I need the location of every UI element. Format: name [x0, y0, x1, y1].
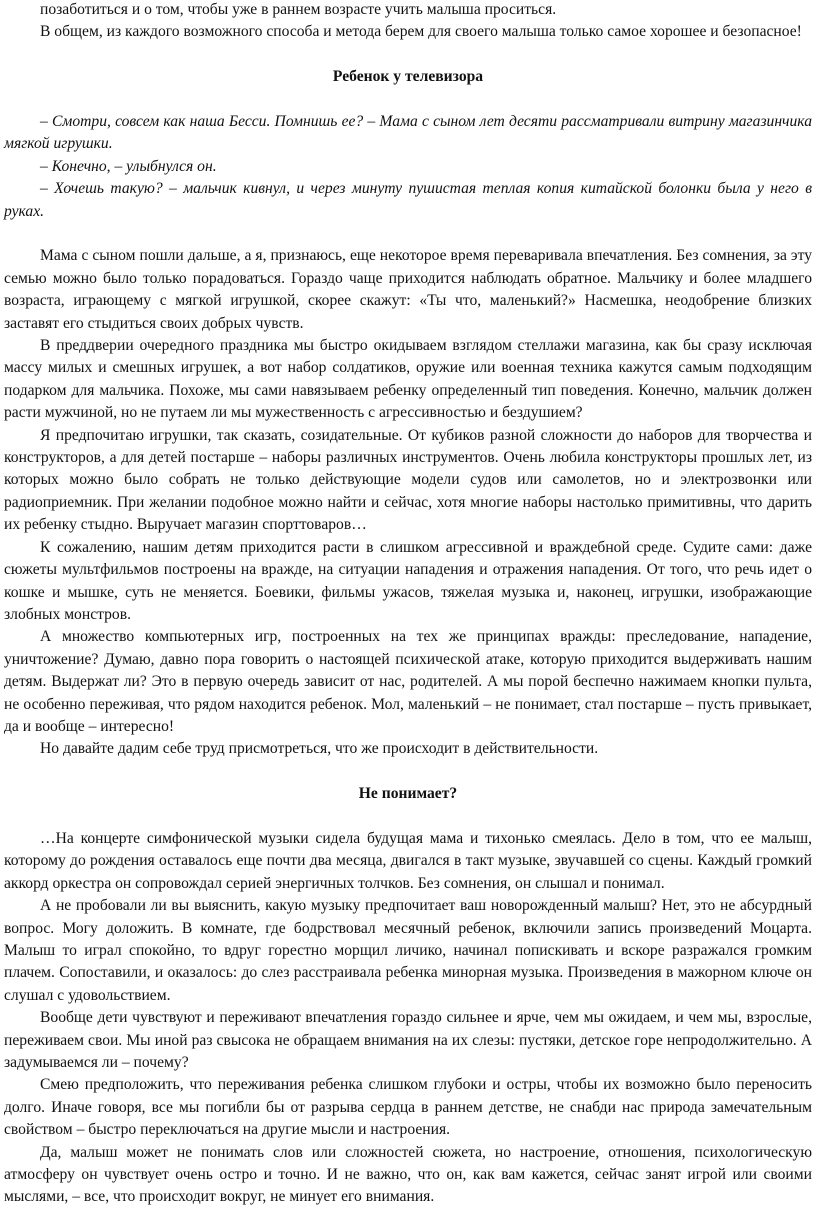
spacer [4, 761, 812, 783]
intro-paragraph: В общем, из каждого возможного способа и метода берем для своего малыша только самое хорошее и безопасное! [40, 23, 802, 41]
spacer [4, 223, 812, 245]
dialogue-line: – Хочешь такую? – мальчик кивнул, и через минуту пушистая теплая копия китайской болонки была у него в руках. [4, 180, 812, 220]
body-paragraph: В преддверии очередного праздника мы быстро окидываем взглядом стеллажи магазина, как бы сразу исключая массу милых и смешных игрушек, а вот набор солдатиков, оружие или военная техника кажутся самым подходящим подарком для мальчика. Похоже, мы сами навязываем ребенку определенный тип поведения. Конечно, мальчик должен расти мужчиной, но не путаем ли мы мужественность с агрессивностью и бездушием? [4, 337, 812, 422]
body-paragraph: Вообще дети чувствуют и переживают впечатления гораздо сильнее и ярче, чем мы ожидаем, и чем мы, взрослые, переживаем свои. Мы иной раз свысока не обращаем внимания на их слезы: пустяки, детское горе непродолжительно. А задумываемся ли – почему? [4, 1009, 812, 1072]
spacer [4, 89, 812, 111]
dialogue-line: – Конечно, – улыбнулся он. [40, 157, 217, 175]
body-paragraph: К сожалению, нашим детям приходится расти в слишком агрессивной и враждебной среде. Судите сами: даже сюжеты мультфильмов построены на вражде, на ситуации нападения и отражения нападения. От того, что речь идет о кошке и мышке, суть не меняется. Боевики, фильмы ужасов, тяжелая музыка и, наконец, игрушки, изображающие злобных монстров. [4, 538, 812, 623]
spacer [4, 44, 812, 66]
top-fragment: позаботиться и о том, чтобы уже в раннем возрасте учить малыша проситься. [40, 1, 557, 18]
body-paragraph: Да, малыш может не понимать слов или сложностей сюжета, но настроение, отношения, психологическую атмосферу он чувствует очень остро и точно. И не важно, что он, как вам кажется, сейчас занят игрой или своими мыслями, – все, что происходит вокруг, не минует его внимания. [4, 1143, 812, 1206]
section-1-title: Ребенок у телевизора [332, 68, 484, 86]
body-paragraph: Я предпочитаю игрушки, так сказать, созидательные. От кубиков разной сложности до наборов для творчества и конструкторов, а для детей постарше – наборы различных инструментов. Очень любила конструкторы прошлых лет, из которых можно было собрать не только действующие модели судов или самолетов, но и электрозвонки или радиоприемник. При желании подобное можно найти и сейчас, хотя многие наборы настолько примитивны, что дарить их ребенку стыдно. Выручает магазин спорттоваров… [4, 426, 812, 534]
section-2-title: Не понимает? [358, 785, 458, 803]
body-paragraph: А не пробовали ли вы выяснить, какую музыку предпочитает ваш новорожденный малыш? Нет, это не абсурдный вопрос. Могу доложить. В комнате, где бодрствовал месячный ребенок, включили запись произведений Моцарта. Малыш то играл спокойно, то вдруг горестно морщил личико, начинал попискивать и вскоре разражался громким плачем. Сопоставили, и оказалось: до слез расстраивала ребенка минорная музыка. Произведения в мажорном ключе он слушал с удовольствием. [4, 897, 812, 1004]
body-paragraph: …На концерте симфонической музыки сидела будущая мама и тихонько смеялась. Дело в том, что ее малыш, которому до рождения оставалось еще почти два месяца, двигался в такт музыке, звучавшей со сцены. Каждый громкий аккорд оркестра он сопровождал серией энергичных толчков. Без сомнения, он слышал и понимал. [4, 829, 812, 892]
body-paragraph: Мама с сыном пошли дальше, а я, признаюсь, еще некоторое время переваривала впечатления. Без сомнения, за эту семью можно было только порадоваться. Гораздо чаще приходится наблюдать обратное. Мальчику и более младшего возраста, играющему с мягкой игрушкой, скорее скажут: «Ты что, маленький?» Насмешка, неодобрение близких заставят его стыдиться своих добрых чувств. [4, 247, 812, 332]
body-paragraph: Но давайте дадим себе труд присмотреться, что же происходит в действительности. [40, 740, 599, 758]
spacer [4, 806, 812, 828]
body-paragraph: Смею предположить, что переживания ребенка слишком глубоки и остры, чтобы их возможно было переносить долго. Иначе говоря, все мы погибли бы от разрыва сердца в раннем детстве, не снабди нас природа замечательным свойством – быстро переключаться на другие мысли и настроения. [4, 1076, 812, 1139]
dialogue-line: – Смотри, совсем как наша Бесси. Помнишь ее? – Мама с сыном лет десяти рассматривали витрину магазинчика мягкой игрушки. [4, 113, 812, 153]
body-paragraph: А множество компьютерных игр, построенных на тех же принципах вражды: преследование, нападение, уничтожение? Думаю, давно пора говорить о настоящей психической атаке, которую приходится выдерживать нашим детям. Выдержат ли? Это в первую очередь зависит от нас, родителей. А мы порой беспечно нажимаем кнопки пульта, не особенно переживая, что рядом находится ребенок. Мол, маленький – не понимает, стал постарше – пусть привыкает, да и вообще – интересно! [4, 628, 812, 735]
